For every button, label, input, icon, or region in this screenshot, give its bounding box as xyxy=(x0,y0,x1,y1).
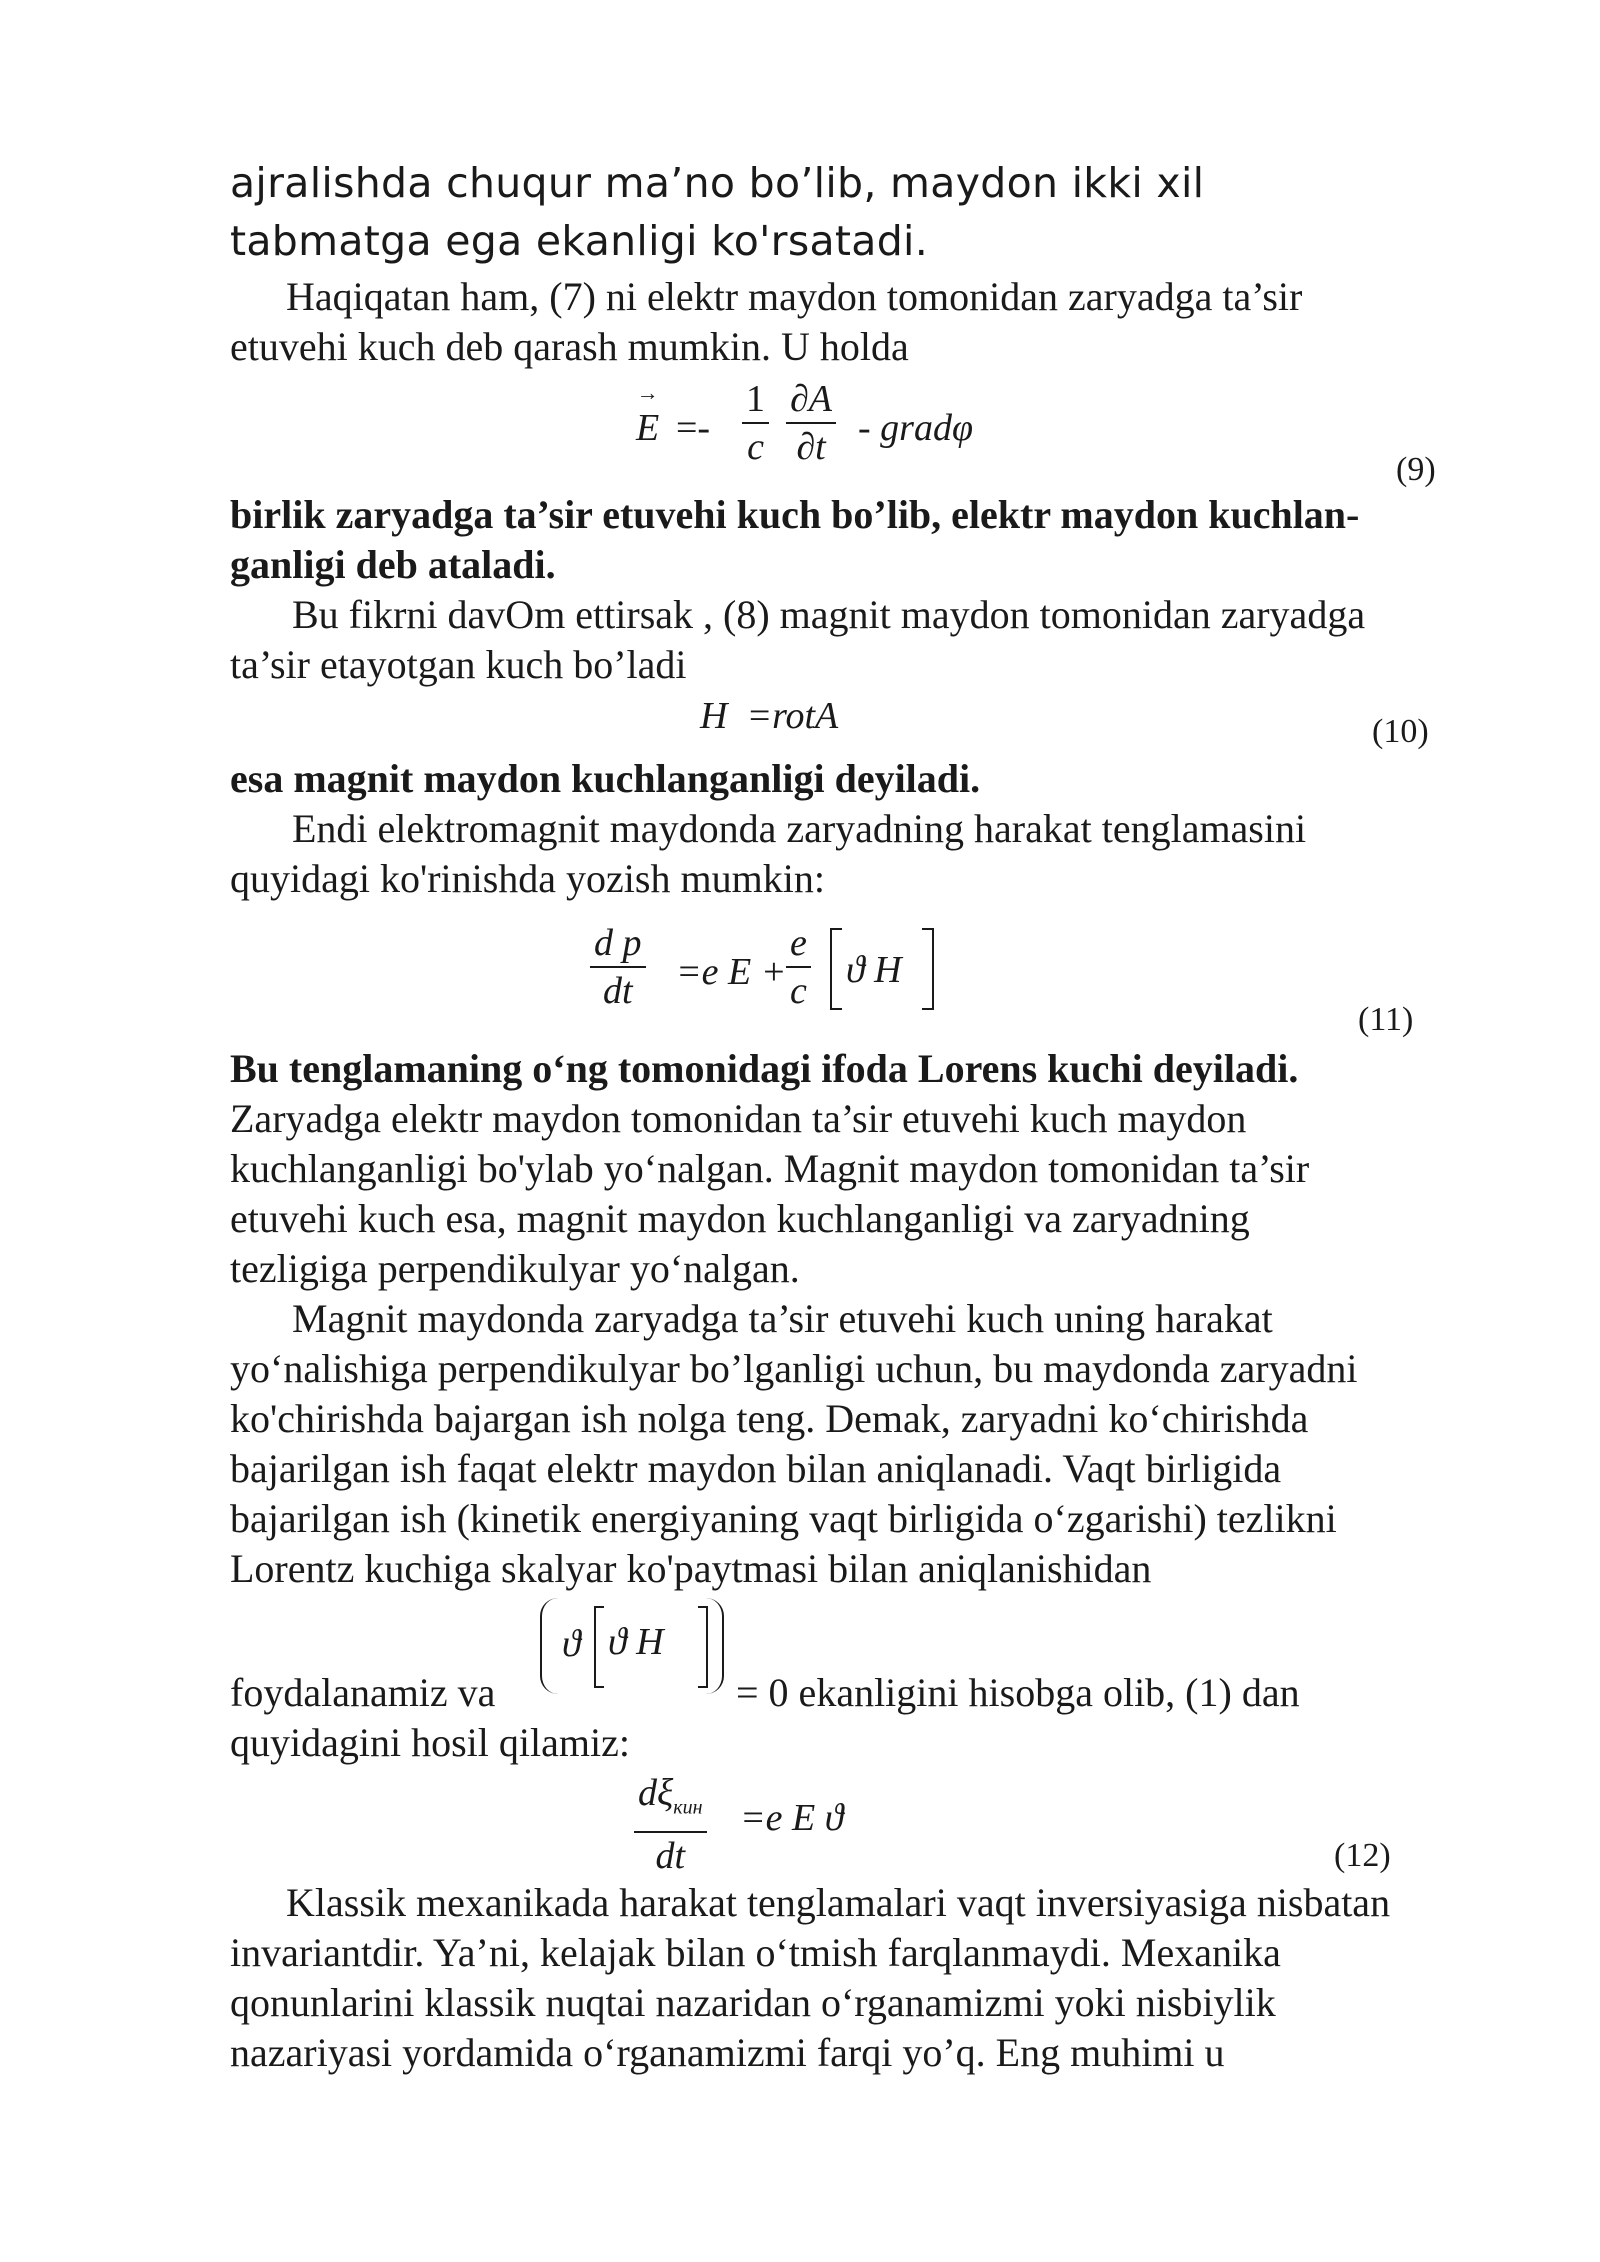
text-line: ajralishda chuqur ma’no bo’lib, maydon ikki xil xyxy=(230,159,1205,207)
eq9-num: 1 xyxy=(746,378,765,420)
paragraph-line: etuvehi kuch deb qarash mumkin. U holda xyxy=(230,324,909,369)
eq11-mid: =e E + xyxy=(676,951,787,993)
eq11-fden: c xyxy=(786,966,811,1014)
equation-12 xyxy=(634,1770,894,1880)
paragraph-line: ko'chirishda bajargan ish nolga teng. Demak, zaryadni ko‘chirishda xyxy=(230,1396,1309,1441)
eq9-tail: - gradφ xyxy=(858,407,973,449)
paragraph-line: Endi elektromagnit maydonda zaryadning harakat tenglamasini xyxy=(292,806,1307,851)
paragraph-line: invariantdir. Ya’ni, kelajak bilan o‘tmish farqlanmaydi. Mexanika xyxy=(230,1930,1281,1975)
equation-number: (12) xyxy=(1334,1837,1391,1874)
paragraph-line: quyidagi ko'rinishda yozish mumkin: xyxy=(230,856,825,901)
eq12-frac xyxy=(634,1770,707,1879)
eq9-eqsign: =- xyxy=(676,407,711,449)
inline-bracket xyxy=(594,1606,708,1688)
paragraph-line: Lorentz kuchiga skalyar ko'paytmasi bilan aniqlanishidan xyxy=(230,1546,1152,1591)
paragraph-line: foydalanamiz va xyxy=(230,1670,496,1715)
eq9-frac1 xyxy=(742,376,769,470)
bold-line: birlik zaryadga ta’sir etuvehi kuch bo’lib, elektr maydon kuchlan- xyxy=(230,492,1360,537)
bold-line: esa magnit maydon kuchlanganligi deyiladi. xyxy=(230,756,981,801)
inline-expression xyxy=(540,1598,730,1698)
equation-number: (11) xyxy=(1358,1001,1414,1038)
eq11-frac2 xyxy=(786,920,811,1014)
equation-11 xyxy=(590,910,950,1030)
eq12-sub: кин xyxy=(673,1796,703,1819)
eq11-fnum: e xyxy=(790,922,807,964)
eq9-frac2 xyxy=(786,376,836,470)
equation-number: (10) xyxy=(1372,713,1429,750)
paragraph-line: Bu fikrni davOm ettirsak , (8) magnit maydon tomonidan zaryadga xyxy=(292,592,1366,637)
eq9-den2: ∂t xyxy=(786,422,836,470)
eq9-lhs: → E xyxy=(636,406,659,450)
inline-text1: ϑ xyxy=(562,1623,581,1665)
paragraph-line: Klassik mexanikada harakat tenglamalari vaqt inversiyasiga nisbatan xyxy=(286,1880,1391,1925)
eq9-den: c xyxy=(742,422,769,470)
eq11-bracket xyxy=(830,928,934,1010)
eq11-frac1 xyxy=(590,920,646,1014)
paragraph-line: etuvehi kuch esa, magnit maydon kuchlanganligi va zaryadning xyxy=(230,1196,1250,1241)
eq12-den: dt xyxy=(634,1831,707,1879)
equation-9 xyxy=(636,366,1016,476)
eq11-den: dt xyxy=(590,966,646,1014)
inline-text2: ϑ H xyxy=(608,1621,664,1663)
paragraph-line: Zaryadga elektr maydon tomonidan ta’sir etuvehi kuch maydon xyxy=(230,1096,1247,1141)
bold-line: ganligi deb ataladi. xyxy=(230,542,556,587)
paragraph-line: Haqiqatan ham, (7) ni elektr maydon tomonidan zaryadga ta’sir xyxy=(286,274,1303,319)
paragraph-line: Magnit maydonda zaryadga ta’sir etuvehi kuch uning harakat xyxy=(292,1296,1273,1341)
eq11-bracket-text: ϑ H xyxy=(846,949,902,991)
eq11-num: d p xyxy=(594,922,642,964)
paragraph-line: bajarilgan ish faqat elektr maydon bilan aniqlanadi. Vaqt birligida xyxy=(230,1446,1282,1491)
paragraph-line: = 0 ekanligini hisobga olib, (1) dan xyxy=(736,1670,1300,1715)
paragraph-line: kuchlanganligi bo'ylab yo‘nalgan. Magnit maydon tomonidan ta’sir xyxy=(230,1146,1310,1191)
paragraph-line: qonunlarini klassik nuqtai nazaridan o‘rganamizmi yoki nisbiylik xyxy=(230,1980,1276,2025)
paragraph-line: yo‘nalishiga perpendikulyar bo’lganligi uchun, bu maydonda zaryadni xyxy=(230,1346,1358,1391)
eq12-rhs: =e E ϑ xyxy=(740,1797,844,1839)
paragraph-line: nazariyasi yordamida o‘rganamizmi farqi yo’q. Eng muhimi u xyxy=(230,2030,1225,2075)
eq12-num: dξ xyxy=(638,1772,674,1814)
paragraph-line: ta’sir etayotgan kuch bo’ladi xyxy=(230,642,687,687)
paragraph-line: bajarilgan ish (kinetik energiyaning vaqt birligida o‘zgarishi) tezlikni xyxy=(230,1496,1337,1541)
eq9-num2: ∂A xyxy=(790,378,832,420)
bold-line: Bu tenglamaning o‘ng tomonidagi ifoda Lorens kuchi deyiladi. xyxy=(230,1046,1299,1091)
paragraph-line: quyidagini hosil qilamiz: xyxy=(230,1720,630,1765)
paragraph-line: tezligiga perpendikulyar yo‘nalgan. xyxy=(230,1246,800,1291)
equation-number: (9) xyxy=(1396,451,1436,488)
text-line: tabmatga ega ekanligi ko'rsatadi. xyxy=(230,217,929,265)
equation-10: H =rotA xyxy=(700,695,839,737)
